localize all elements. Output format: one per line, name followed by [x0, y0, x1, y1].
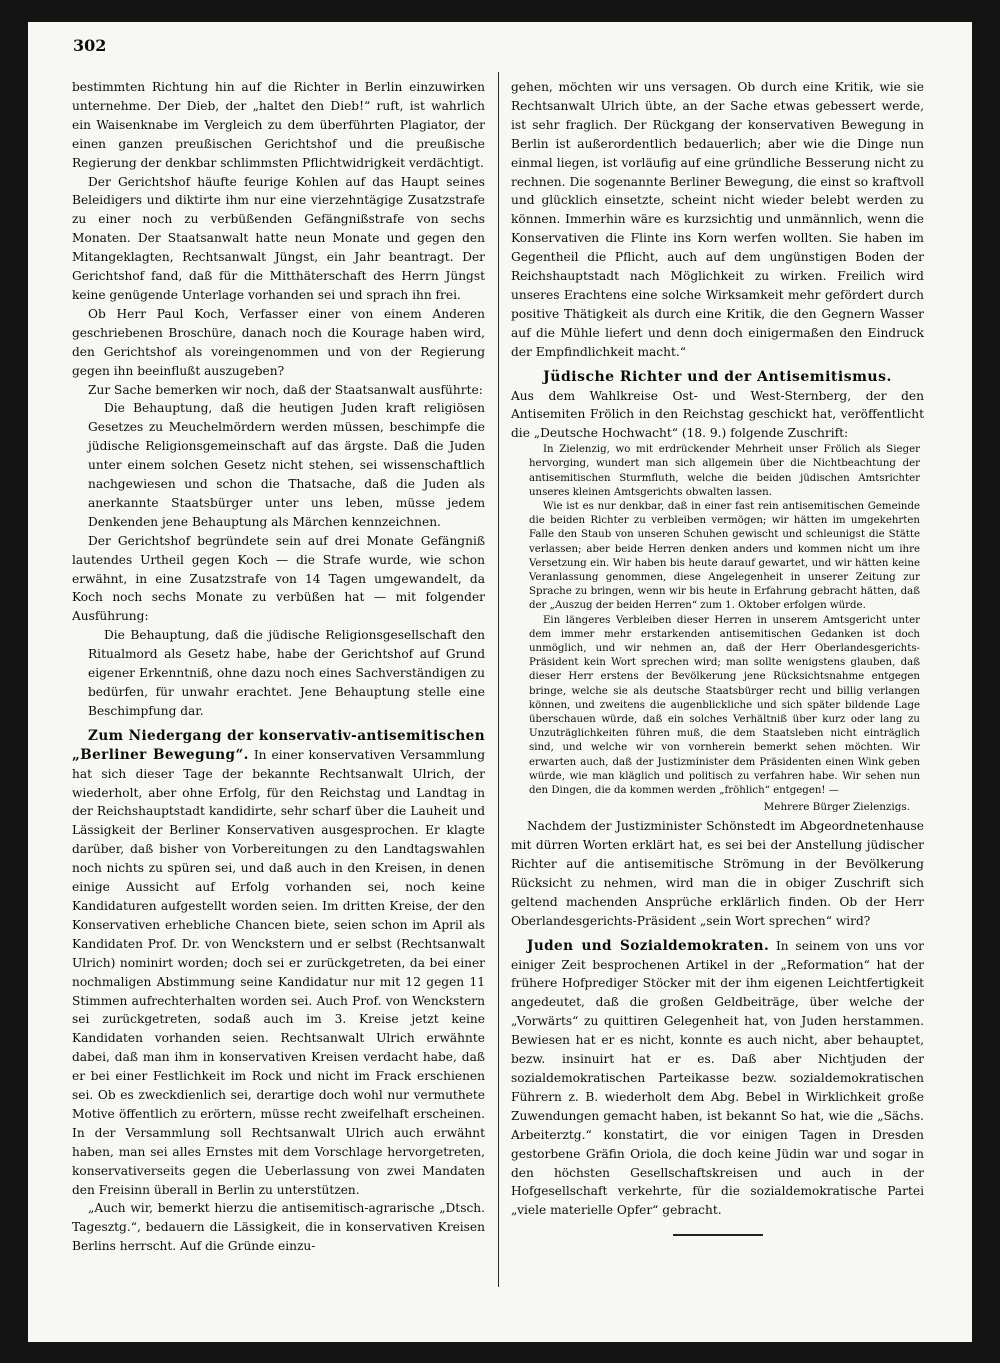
paragraph: Aus dem Wahlkreise Ost- und West-Sternberg, der den Antisemiten Frölich in den Reichstag geschickt hat, veröffentlicht die „Deutsche Hochwacht“ (18. 9.) folgende Zuschrift: — [511, 388, 924, 441]
end-rule — [673, 1234, 763, 1236]
article-heading: Zum Niedergang der konservativ-antisemitischen „Berliner Bewegung“. — [72, 727, 485, 763]
quotation: Die Behauptung, daß die jüdische Religionsgesellschaft den Ritualmord als Gesetz habe, habe der Gerichtshof auf Grund eigener Erkenntniß, ohne dazu noch eines Sachverständigen zu bedürfen, für unwahr erachtet. Jene Behauptung stelle eine Beschimpfung dar. — [88, 628, 485, 718]
paragraph: In seinem von uns vor einiger Zeit besprochenen Artikel in der „Reformation“ hat der frühere Hofprediger Stöcker mit der ihm eigenen Leichtfertigkeit angedeutet, daß die großen Geldbeiträge, über welche der „Vorwärts“ zu quittiren Gelegenheit hat, von Juden herstammen. Bewiesen hat er es nicht, konnte es auch nicht, aber behauptet, bezw. insinuirt hat er es. Daß aber Nichtjuden der sozialdemokratischen Parteikasse bezw. sozialdemokratischen Führern z. B. wiederholt dem Abg. Bebel in Wirklichkeit große Zuwendungen gemacht haben, ist bekannt So hat, wie die „Sächs. Arbeiterztg.“ konstatirt, die vor einigen Tagen in Dresden gestorbene Gräfin Oriola, die doch keine Jüdin war und sogar in den höchsten Gesellschaftskreisen und auch in der Hofgesellschaft verkehrte, für die sozialdemokratische Partei „viele materielle Opfer“ gebracht. — [511, 938, 925, 1218]
paragraph: „Auch wir, bemerkt hierzu die antisemitisch-agrarische „Dtsch. Tagesztg.“, bedauern die Lässigkeit, die in konservativen Kreisen Berlins herrscht. Auf die Gründe einzu- — [72, 1201, 485, 1254]
paragraph: Nachdem der Justizminister Schönstedt im Abgeordnetenhause mit dürren Worten erklärt hat, es sei bei der Anstellung jüdischer Richter auf die antisemitische Strömung in der Bevölkerung Rücksicht zu nehmen, wird man die in obiger Zuschrift sich geltend machenden Ansprüche erklärlich finden. Ob der Herr Oberlandesgerichts-Präsident „sein Wort sprechen“ wird? — [511, 819, 924, 928]
quotation: Die Behauptung, daß die heutigen Juden kraft religiösen Gesetzes zu Meuchelmördern werden müssen, beschimpfe die jüdische Religionsgemeinschaft auf das ärgste. Daß die Juden unter einem solchen Gesetz nicht stehen, sei wissenschaftlich nachgewiesen und schon die Thatsache, daß die Juden als anerkannte Staatsbürger unter uns leben, müsse jedem Denkenden jene Behauptung als Märchen kennzeichnen. — [88, 401, 485, 529]
paragraph: Der Gerichtshof häufte feurige Kohlen auf das Haupt seines Beleidigers und diktirte ihm nur eine vierzehntägige Zusatzstrafe zu einer noch zu verbüßenden Gefängnißstrafe von sechs Monaten. Der Staatsanwalt hatte neun Monate und gegen den Mitangeklagten, Rechtsanwalt Jüngst, ein Jahr beantragt. Der Gerichtshof fand, daß für die Mitthäterschaft des Herrn Jüngst keine genügende Unterlage vorhanden sei und sprach ihn frei. — [72, 174, 485, 302]
paragraph: gehen, möchten wir uns versagen. Ob durch eine Kritik, wie sie Rechtsanwalt Ulrich übte, an der Sache etwas gebessert werde, ist sehr fraglich. Der Rückgang der konservativen Bewegung in Berlin ist außerordentlich bedauerlich; aber wie die Dinge nun einmal liegen, ist vorläufig auf eine gründliche Besserung nicht zu rechnen. Die sogenannte Berliner Bewegung, die einst so kraftvoll und glücklich einsetzte, scheint nicht wieder belebt werden zu können. Immerhin wäre es kurzsichtig und unmännlich, wenn die Konservativen die Flinte ins Korn werfen wollten. Sie haben im Gegentheil die Pflicht, auch auf dem ungünstigen Boden der Reichshauptstadt nach Möglichkeit zu wirken. Freilich wird unseres Erachtens eine solche Wirksamkeit mehr gefördert durch positive Thätigkeit als durch eine Kritik, die den Gegnern Wasser auf die Mühle liefert und denn doch einigermaßen den Eindruck der Empfindlichkeit macht.“ — [511, 80, 924, 359]
paragraph: bestimmten Richtung hin auf die Richter in Berlin einzuwirken unternehme. Der Dieb, der „haltet den Dieb!“ ruft, ist wahrlich ein Waisenknabe im Vergleich zu dem überführten Plagiator, der einen ganzen preußischen Gerichtshof und die preußische Regierung der denkbar schlimmsten Pflichtwidrigkeit verdächtigt. — [72, 80, 485, 170]
letter-paragraph: Ein längeres Verbleiben dieser Herren in unserem Amtsgericht unter dem immer mehr erstarkenden antisemitischen Gedanken ist doch unmöglich, und wir nehmen an, daß der Herr Oberlandesgerichts-Präsident kein Wort sprechen wird; man sollte wenigstens glauben, daß dieser Herr erstens der Bevölkerung jene Rücksichtsnahme entgegen bringe, welche sie als deutsche Staatsbürger recht und billig verlangen können, und zweitens die augenblickliche und sich später bildende Lage überschauen würde, daß ein solches Verhältniß über kurz oder lang zu Unzuträglichkeiten führen muß, die dem Staatsleben nicht einträglich sind, und welche wir von vornherein bemerkt sehen möchten. Wir erwarten auch, daß der Justizminister dem Präsidenten einen Wink geben würde, wie man kläglich und politisch zu verfahren habe. Wir sehen nun den Dingen, die da kommen werden „fröhlich“ entgegen! — — [529, 614, 920, 797]
page-number: 302 — [73, 36, 107, 55]
paragraph: Zur Sache bemerken wir noch, daß der Staatsanwalt ausführte: — [88, 382, 483, 397]
right-column — [511, 78, 924, 1236]
column-divider — [498, 72, 499, 1287]
letter-block — [529, 443, 920, 798]
article-heading: Juden und Sozialdemokraten. — [527, 937, 770, 954]
paragraph: Der Gerichtshof begründete sein auf drei Monate Gefängniß lautendes Urtheil gegen Koch — die Strafe wurde, wie schon erwähnt, in eine Zusatzstrafe von 14 Tagen umgewandelt, da Koch noch sechs Monate zu verbüßen hat — mit folgender Ausführung: — [72, 533, 485, 624]
left-column — [72, 78, 485, 1256]
letter-paragraph: Wie ist es nur denkbar, daß in einer fast rein antisemitischen Gemeinde die beiden Richter zu verbleiben vermögen; wir hätten im umgekehrten Falle den Staub von unseren Schuhen gewischt und schleunigst die Stätte verlassen; aber beide Herren denken anders und kommen nicht um ihre Versetzung ein. Wir haben bis heute darauf gewartet, und wir hätten keine Veranlassung genommen, diese Angelegenheit in unserer Zeitung zur Sprache zu bringen, wenn wir bis heute in Erfahrung gebracht hätten, daß der „Auszug der beiden Herren“ zum 1. Oktober erfolgen würde. — [529, 501, 920, 612]
paragraph: Ob Herr Paul Koch, Verfasser einer von einem Anderen geschriebenen Broschüre, danach noch die Kourage haben wird, den Gerichtshof als voreingenommen und von der Regierung gegen ihn beeinflußt auszugeben? — [72, 306, 485, 378]
newspaper-page — [28, 22, 972, 1342]
letter-signature: Mehrere Bürger Zielenzigs. — [763, 801, 910, 814]
article-section — [72, 727, 485, 1200]
article-section — [511, 937, 924, 1221]
paragraph: In einer konservativen Versammlung hat sich dieser Tage der bekannte Rechtsanwalt Ulrich, der wiederholt, aber ohne Erfolg, für den Reichstag und Landtag in der Reichshauptstadt kandidirte, sehr scharf über die Lauheit und Lässigkeit der Berliner Konservativen ausgesprochen. Er klagte darüber, daß bisher von Vorbereitungen zu den Landtagswahlen noch nichts zu spüren sei, und daß auch in den Kreisen, in denen einige Aussicht auf Erfolg vorhanden sei, noch keine Kandidaturen aufgestellt worden seien. Im dritten Kreise, der den Konservativen erhebliche Chancen biete, seien schon im April als Kandidaten Prof. Dr. von Wenckstern und er selbst (Rechtsanwalt Ulrich) nominirt worden; doch sei er zurückgetreten, da bei einer nochmaligen Abstimmung seine Kandidatur nur mit 12 gegen 11 Stimmen aufrechterhalten worden sei. Auch Prof. von Wenckstern sei zurückgetreten, sodaß auch im 3. Kreise jetzt keine Kandidaten vorhanden seien. Rechtsanwalt Ulrich erwähnte dabei, daß man ihm in konservativen Kreisen verdacht habe, daß er bei einer Festlichkeit im Rock und nicht im Frack erschienen sei. Ob es zweckdienlich sei, derartige doch wohl nur vermuthete Motive öffentlich zu erörtern, müsse recht zweifelhaft erscheinen. In der Versammlung soll Rechtsanwalt Ulrich auch erwähnt haben, man sei alles Ernstes mit dem Vorschlage hervorgetreten, konservativerseits gegen die Ueberlassung von zwei Mandaten den Freisinn überall in Berlin zu unterstützen. — [72, 747, 485, 1197]
article-heading: Jüdische Richter und der Antisemitismus. — [543, 368, 892, 385]
letter-paragraph: In Zielenzig, wo mit erdrückender Mehrheit unser Frölich als Sieger hervorging, wundert man sich allgemein über die Nichtbeachtung der antisemitischen Sturmfluth, welche die beiden jüdischen Amtsrichter unseres kleinen Amtsgerichts obwalten lassen. — [529, 444, 920, 498]
